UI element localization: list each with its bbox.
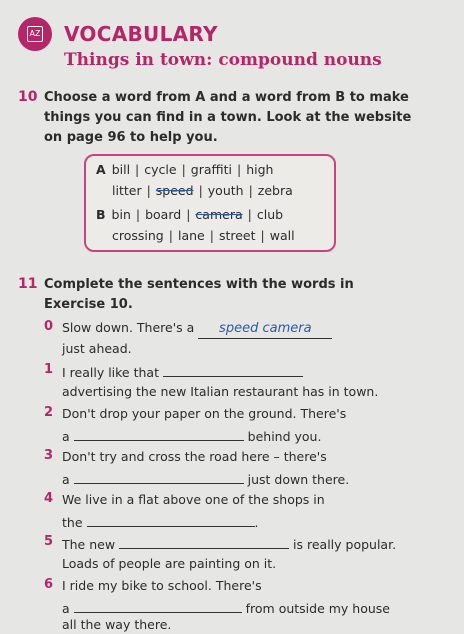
item-number: 4 <box>44 491 54 506</box>
word-divider: | <box>135 162 140 177</box>
sentence-text: . <box>254 515 259 530</box>
vocabulary-az-icon <box>18 17 52 51</box>
sentence-line <box>62 598 390 618</box>
item-number: 0 <box>44 319 54 334</box>
exercise-10-instruction-line: Choose a word from A and a word from B to make <box>44 90 409 105</box>
word-row-b1 <box>96 204 283 225</box>
section-subtitle: Things in town: compound nouns <box>64 50 382 70</box>
sentence-text: Loads of people are painting on it. <box>62 556 277 571</box>
answer-blank[interactable] <box>74 598 242 613</box>
section-header <box>18 14 218 54</box>
word-chip: lane <box>177 228 205 243</box>
word-chip: crossing <box>112 228 164 243</box>
word-row-a1 <box>96 159 273 180</box>
word-chip: litter <box>112 183 142 198</box>
word-chip-crossed: speed <box>155 183 194 198</box>
word-divider: | <box>260 228 265 243</box>
exercise-10-number: 10 <box>18 89 38 105</box>
sentence-text: advertising the new Italian restaurant has in town. <box>62 384 379 399</box>
word-row-b2 <box>112 225 295 246</box>
word-chip: bill <box>111 162 131 177</box>
exercise-11-number: 11 <box>18 276 38 292</box>
sentence-text: I ride my bike to school. There's <box>62 578 262 593</box>
sentence-line <box>62 469 349 489</box>
exercise-11-instruction-line: Exercise 10. <box>44 297 133 312</box>
word-divider: | <box>186 207 191 222</box>
sentence-text: all the way there. <box>62 617 172 632</box>
sentence-line <box>62 426 321 446</box>
word-divider: | <box>168 228 173 243</box>
word-chip: wall <box>269 228 295 243</box>
word-divider: | <box>146 183 151 198</box>
sentence-text: Slow down. There's a <box>62 320 195 335</box>
word-divider: | <box>209 228 214 243</box>
answer-blank[interactable] <box>74 426 244 441</box>
sentence-line <box>62 362 303 382</box>
sentence-text: a <box>62 472 70 487</box>
answer-speed-camera: speed camera <box>198 320 332 339</box>
az-icon-text: AZ <box>27 26 43 42</box>
word-chip: cycle <box>144 162 177 177</box>
answer-blank[interactable] <box>119 534 289 549</box>
word-chip: board <box>145 207 182 222</box>
sentence-text: a <box>62 601 70 616</box>
word-chip-crossed: camera <box>195 207 243 222</box>
answer-blank[interactable] <box>163 362 303 377</box>
group-a-label: A <box>96 162 106 177</box>
word-divider: | <box>198 183 203 198</box>
word-divider: | <box>248 183 253 198</box>
sentence-text: I really like that <box>62 365 159 380</box>
word-chip: youth <box>207 183 244 198</box>
word-divider: | <box>181 162 186 177</box>
sentence-text: The new <box>62 537 116 552</box>
word-chip: zebra <box>257 183 293 198</box>
word-chip: graffiti <box>190 162 232 177</box>
exercise-10-instruction <box>44 88 434 148</box>
item-number: 6 <box>44 577 54 592</box>
sentence-text: just down there. <box>247 472 350 487</box>
word-row-a2 <box>112 180 293 201</box>
answer-blank[interactable] <box>74 469 244 484</box>
word-chip: street <box>218 228 256 243</box>
sentence-line <box>62 534 396 554</box>
sentence-text: the <box>62 515 83 530</box>
word-box <box>84 154 336 252</box>
sentence-text: We live in a flat above one of the shops in <box>62 492 325 507</box>
item-number: 5 <box>44 534 54 549</box>
word-chip: club <box>256 207 284 222</box>
word-divider: | <box>135 207 141 222</box>
group-b-label: B <box>96 207 106 222</box>
exercise-10-instruction-line: things you can find in a town. Look at the website <box>44 110 412 125</box>
sentence-text: Don't drop your paper on the ground. There's <box>62 406 347 421</box>
exercise-11-instruction <box>44 275 434 315</box>
exercise-11-instruction-line: Complete the sentences with the words in <box>44 277 354 292</box>
sentence-text: Don't try and cross the road here – there's <box>62 449 327 464</box>
sentence-line <box>62 512 258 532</box>
word-divider: | <box>247 207 252 222</box>
sentence-text: behind you. <box>247 429 322 444</box>
sentence-text: just ahead. <box>62 341 132 356</box>
answer-blank[interactable] <box>87 512 255 527</box>
sentence-text: a <box>62 429 70 444</box>
word-divider: | <box>237 162 242 177</box>
exercise-10-instruction-line: on page 96 to help you. <box>44 130 218 145</box>
item-number: 2 <box>44 405 54 420</box>
section-title: VOCABULARY <box>64 22 218 46</box>
sentence-text: is really popular. <box>293 537 397 552</box>
item-number: 3 <box>44 448 54 463</box>
sentence-text: from outside my house <box>245 601 391 616</box>
item-number: 1 <box>44 362 54 377</box>
sentence-line <box>62 319 332 339</box>
word-chip: bin <box>111 207 131 222</box>
word-chip: high <box>246 162 274 177</box>
